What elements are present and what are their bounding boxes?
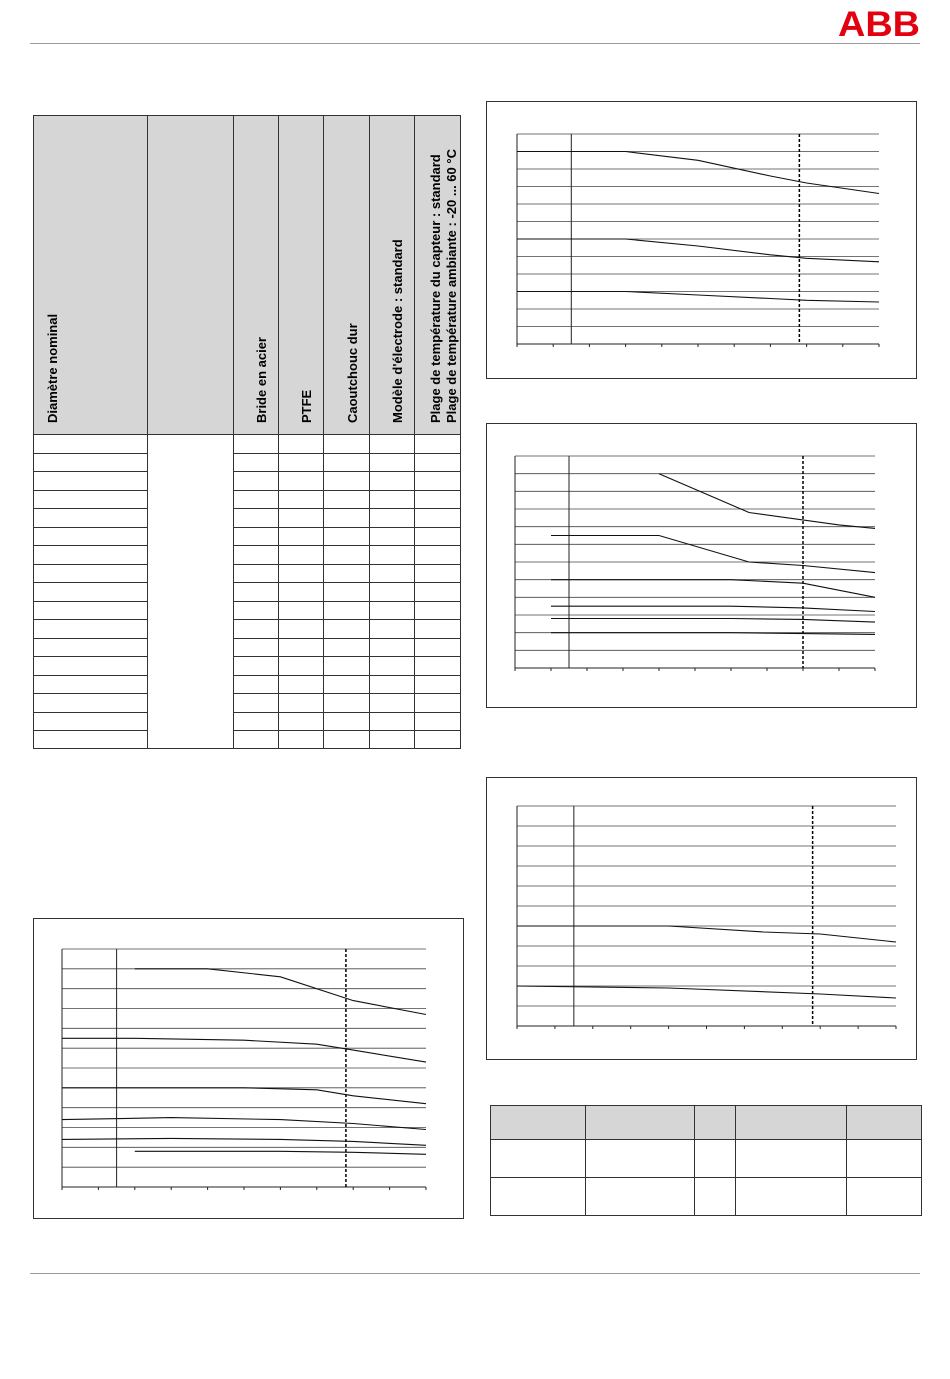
table-row-divider bbox=[33, 582, 147, 583]
table-row-divider bbox=[233, 638, 461, 639]
table-column-divider bbox=[414, 115, 415, 749]
table-row-divider bbox=[233, 712, 461, 713]
table-row-divider bbox=[233, 619, 461, 620]
table-column-divider bbox=[233, 115, 234, 749]
table-row-divider bbox=[233, 601, 461, 602]
series-line bbox=[551, 580, 875, 598]
chart-3-frame bbox=[486, 777, 917, 1060]
table-row-divider bbox=[33, 564, 147, 565]
table-column-divider bbox=[147, 115, 148, 749]
table-row-divider bbox=[233, 508, 461, 509]
table-row-divider bbox=[233, 693, 461, 694]
col-header-electrode-model: Modèle d'électrode : standard bbox=[390, 239, 405, 423]
table-row-divider bbox=[33, 638, 147, 639]
table-row-divider bbox=[33, 656, 147, 657]
table-row-divider bbox=[33, 545, 147, 546]
chart-4 bbox=[34, 919, 465, 1220]
table-row-divider bbox=[233, 545, 461, 546]
table-row-divider bbox=[233, 453, 461, 454]
series-line bbox=[551, 536, 875, 573]
header-rule-line bbox=[33, 434, 461, 435]
series-line bbox=[551, 606, 875, 611]
table-column-divider bbox=[278, 115, 279, 749]
col-header-hard-rubber: Caoutchouc dur bbox=[345, 323, 360, 423]
table-row-divider bbox=[233, 730, 461, 731]
table-row-divider bbox=[233, 471, 461, 472]
series-line bbox=[135, 969, 426, 1015]
table-row-divider bbox=[33, 453, 147, 454]
series-line bbox=[551, 619, 875, 623]
table-row-divider bbox=[33, 730, 147, 731]
chart-2-frame bbox=[486, 423, 917, 708]
col-header-steel-flange: Bride en acier bbox=[254, 337, 269, 423]
table-row-divider bbox=[33, 471, 147, 472]
table-row-divider bbox=[33, 527, 147, 528]
specification-table bbox=[33, 115, 461, 749]
table-column-divider bbox=[369, 115, 370, 749]
chart-1 bbox=[487, 102, 918, 380]
col-header-nominal-diameter: Diamètre nominal bbox=[45, 313, 60, 423]
table-row-divider bbox=[233, 490, 461, 491]
table-row-divider bbox=[233, 656, 461, 657]
table-row-divider bbox=[33, 508, 147, 509]
table-row-divider bbox=[233, 527, 461, 528]
col-header-ptfe: PTFE bbox=[299, 389, 314, 423]
series-line bbox=[135, 1151, 426, 1154]
col-header-temperature-range: Plage de température du capteur : standard Plage de température ambiante : -20 ... 60 °C bbox=[428, 149, 459, 423]
series-line bbox=[659, 474, 875, 529]
table-row-divider bbox=[33, 619, 147, 620]
table-row-divider bbox=[33, 601, 147, 602]
table-row-divider bbox=[33, 712, 147, 713]
table-row-divider bbox=[33, 675, 147, 676]
chart-1-frame bbox=[486, 101, 917, 379]
chart-4-frame bbox=[33, 918, 464, 1219]
table-row-divider bbox=[233, 675, 461, 676]
table-row-divider bbox=[233, 564, 461, 565]
footer-rule bbox=[30, 1273, 920, 1274]
summary-table-border bbox=[490, 1105, 922, 1216]
table-column-divider bbox=[323, 115, 324, 749]
abb-logo bbox=[838, 6, 920, 38]
table-row-divider bbox=[233, 582, 461, 583]
table-row-divider bbox=[33, 693, 147, 694]
summary-table bbox=[490, 1105, 922, 1216]
chart-2 bbox=[487, 424, 918, 709]
header-rule bbox=[30, 43, 920, 44]
table-row-divider bbox=[33, 490, 147, 491]
chart-3 bbox=[487, 778, 918, 1061]
svg-text:ABB: ABB bbox=[838, 6, 920, 38]
